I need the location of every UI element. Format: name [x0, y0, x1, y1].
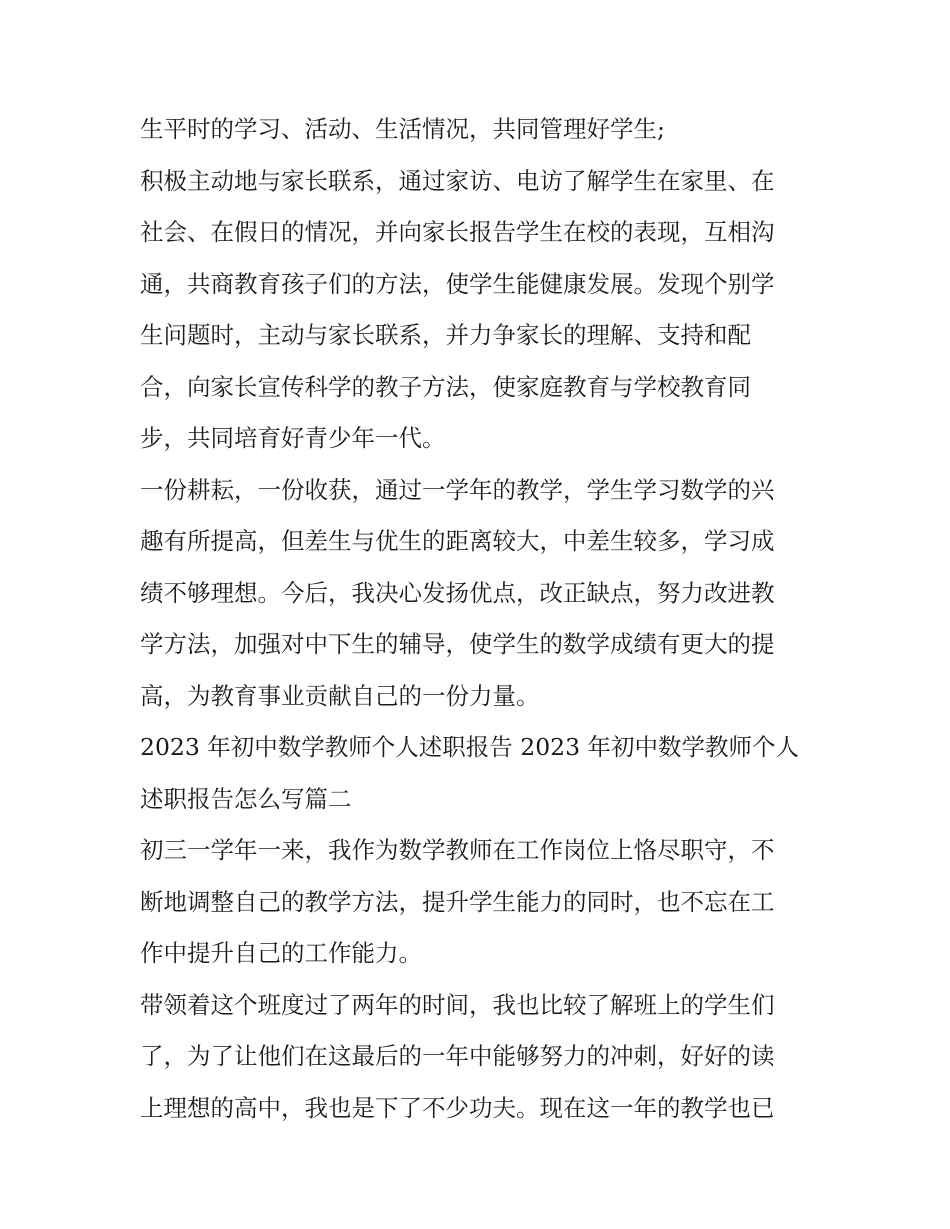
text-line: 步，共同培育好青少年一代。 [140, 424, 446, 452]
text-line: 带领着这个班度过了两年的时间，我也比较了解班上的学生们 [140, 990, 775, 1019]
text-line: 断地调整自己的教学方法，提升学生能力的同时，也不忘在工 [140, 887, 775, 916]
text-line: 生问题时，主动与家长联系，并力争家长的理解、支持和配 [140, 321, 751, 349]
text-line: 高，为教育事业贡献自己的一份力量。 [140, 681, 540, 710]
text-line: 初三一学年一来，我作为数学教师在工作岗位上恪尽职守，不 [140, 836, 775, 864]
document-body [140, 104, 820, 1134]
section-heading-line: 述职报告怎么写篇二 [140, 784, 352, 813]
section-heading-line: 2023 年初中数学教师个人述职报告 2023 年初中数学教师个人 [140, 733, 800, 761]
text-line: 作中提升自己的工作能力。 [140, 939, 422, 967]
text-line: 上理想的高中，我也是下了不少功夫。现在这一年的教学也已 [140, 1093, 775, 1122]
text-line: 绩不够理想。今后，我决心发扬优点，改正缺点，努力改进教 [140, 578, 775, 607]
text-line: 社会、在假日的情况，并向家长报告学生在校的表现，互相沟 [140, 218, 775, 246]
text-line: 生平时的学习、活动、生活情况，共同管理好学生; [140, 115, 665, 143]
text-line: 积极主动地与家长联系，通过家访、电访了解学生在家里、在 [140, 166, 775, 195]
text-line: 一份耕耘，一份收获，通过一学年的教学，学生学习数学的兴 [140, 475, 775, 504]
text-line: 通，共商教育孩子们的方法，使学生能健康发展。发现个别学 [140, 269, 775, 298]
text-line: 合，向家长宣传科学的教子方法，使家庭教育与学校教育同 [140, 372, 751, 401]
text-line: 了，为了让他们在这最后的一年中能够努力的冲刺，好好的读 [140, 1042, 775, 1070]
text-line: 趣有所提高，但差生与优生的距离较大，中差生较多，学习成 [140, 527, 775, 555]
text-line: 学方法，加强对中下生的辅导，使学生的数学成绩有更大的提 [140, 630, 775, 658]
